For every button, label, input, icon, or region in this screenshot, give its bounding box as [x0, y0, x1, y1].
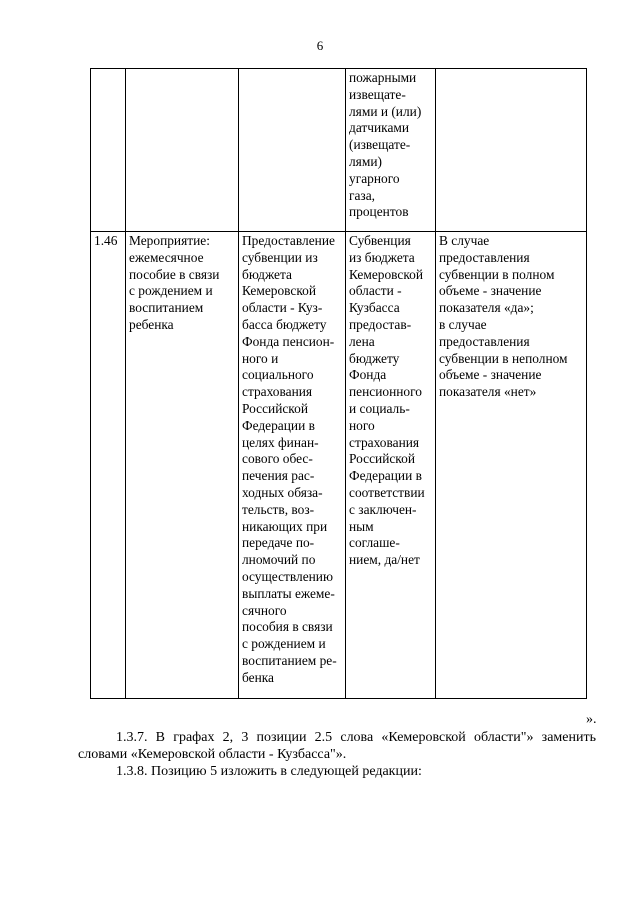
cell-description: Предоставление субвенции из бюджета Кемеровской области - Куз- басса бюджету Фонда пенсион- ного и социального страхования Российской Федерации в целях финан- сового обес- печения рас- ходных обяза- тельств, воз- никающих при передаче по- лномочий по осуществлению выплаты ежеме- сячного пособия в связи с рождением и воспитанием ре- бенка — [239, 232, 346, 699]
cell-value-note — [436, 69, 587, 232]
paragraph-1-3-7: 1.3.7. В графах 2, 3 позиции 2.5 слова «Кемеровской области"» заменить словами «Кемеровской области - Кузбасса"». — [78, 730, 596, 762]
cell-number: 1.46 — [91, 232, 126, 699]
closing-quote: ». — [586, 712, 597, 727]
indicators-table — [90, 68, 587, 699]
paragraph-1-3-8: 1.3.8. Позицию 5 изложить в следующей редакции: — [116, 764, 422, 779]
cell-description — [239, 69, 346, 232]
cell-indicator: Субвенция из бюджета Кемеровской области - Кузбасса предостав- лена бюджету Фонда пенсионного и социаль- ного страхования Российской Федерации в соответствии с заключен- ным соглаше- нием, да/нет — [346, 232, 436, 699]
cell-number — [91, 69, 126, 232]
page-number: 6 — [316, 38, 324, 53]
cell-event — [126, 69, 239, 232]
cell-value-note: В случае предоставления субвенции в полном объеме - значение показателя «да»; в случае предоставления субвенции в неполном объеме - значение показателя «нет» — [436, 232, 587, 699]
cell-indicator: пожарными извещате- лями и (или) датчиками (извещате- лями) угарного газа, процентов — [346, 69, 436, 232]
table-row — [91, 69, 587, 232]
table-row — [91, 232, 587, 699]
cell-event: Мероприятие: ежемесячное пособие в связи с рождением и воспитанием ребенка — [126, 232, 239, 699]
